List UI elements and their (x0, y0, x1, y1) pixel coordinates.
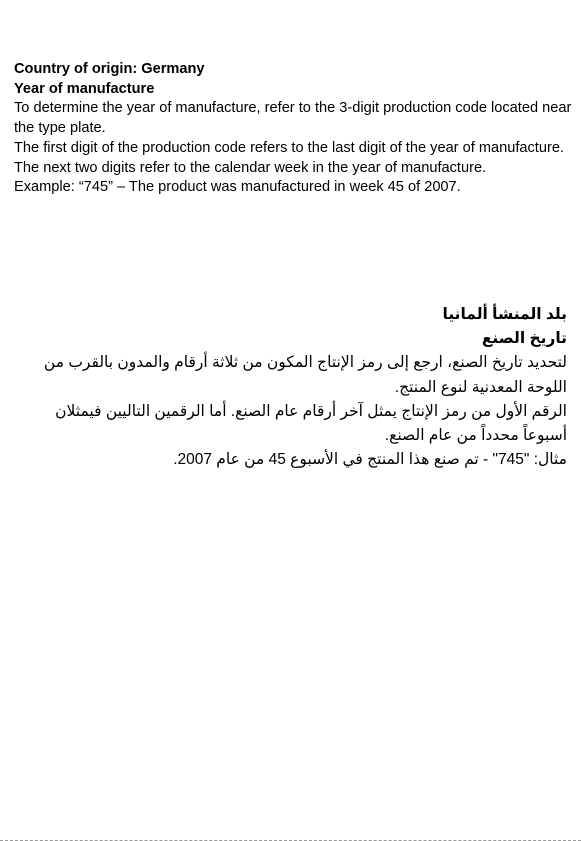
country-of-origin: Country of origin: Germany (14, 61, 205, 77)
arabic-instruction-paragraph: لتحديد تاريخ الصنع، ارجع إلى رمز الإنتاج المكون من ثلاثة أرقام والمدون بالقرب من اللوحة المعدنية لنوع المنتج. (43, 354, 567, 396)
instruction-paragraph: To determine the year of manufacture, refer to the 3-digit production code located near the type plate. (14, 100, 572, 137)
year-heading: Year of manufacture (14, 80, 155, 97)
code-explanation-paragraph: The first digit of the production code refers to the last digit of the year of manufacture. The next two digits refer to the calendar week in the year of manufacture. (14, 139, 564, 176)
arabic-code-explanation-paragraph: الرقم الأول من رمز الإنتاج يمثل آخر أرقام عام الصنع. أما الرقمين التاليين فيمثلان أسبوعاً محدداً من عام الصنع. (55, 402, 567, 445)
arabic-country-of-origin: بلد المنشأ ألمانيا (442, 306, 567, 323)
example-line: Example: “745” – The product was manufactured in week 45 of 2007. (14, 179, 461, 196)
arabic-year-heading: تاريخ الصنع (481, 330, 567, 348)
english-section (14, 60, 574, 198)
arabic-section (7, 303, 567, 472)
arabic-example-line: مثال: "745" - تم صنع هذا المنتج في الأسبوع 45 من عام 2007. (173, 451, 567, 469)
